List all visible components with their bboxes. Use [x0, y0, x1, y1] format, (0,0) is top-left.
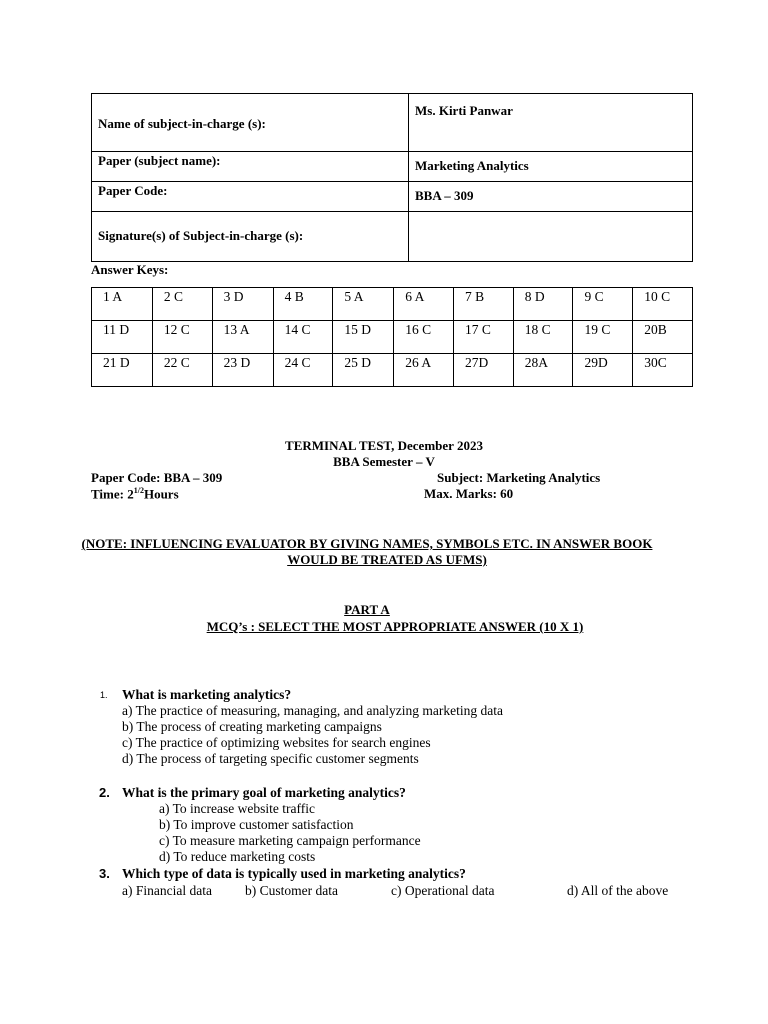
- option: c) Operational data: [391, 883, 495, 898]
- time-prefix: Time: 2: [91, 486, 134, 502]
- info-value: BBA – 309: [409, 182, 693, 212]
- answer-key-cell: 9 C: [573, 288, 633, 321]
- signature-field: [409, 212, 693, 262]
- answer-keys-table: [91, 287, 693, 387]
- info-row-signature: [92, 212, 693, 262]
- info-row-paper-name: [92, 152, 693, 182]
- test-title: TERMINAL TEST, December 2023: [285, 438, 483, 453]
- answer-key-cell: 4 B: [273, 288, 333, 321]
- answer-key-row: [92, 288, 693, 321]
- answer-key-row: [92, 354, 693, 387]
- answer-key-cell: 1 A: [92, 288, 153, 321]
- answer-key-cell: 14 C: [273, 321, 333, 354]
- answer-key-cell: 11 D: [92, 321, 153, 354]
- answer-key-cell: 8 D: [513, 288, 573, 321]
- option: a) To increase website traffic: [159, 801, 315, 816]
- info-label: Paper Code:: [92, 182, 409, 212]
- option: a) The practice of measuring, managing, and analyzing marketing data: [122, 703, 503, 718]
- answer-key-cell: 12 C: [152, 321, 212, 354]
- info-value: Marketing Analytics: [409, 152, 693, 182]
- note-line-2: WOULD BE TREATED AS UFMS): [287, 552, 487, 567]
- info-label: Signature(s) of Subject-in-charge (s):: [92, 212, 409, 262]
- note-line-1: (NOTE: INFLUENCING EVALUATOR BY GIVING NAMES, SYMBOLS ETC. IN ANSWER BOOK: [81, 536, 653, 551]
- answer-key-cell: 10 C: [633, 288, 693, 321]
- subject: Subject: Marketing Analytics: [437, 470, 601, 485]
- part-instruction: MCQ’s : SELECT THE MOST APPROPRIATE ANSWER (10 X 1): [206, 619, 584, 634]
- answer-key-cell: 28A: [513, 354, 573, 387]
- time: [91, 486, 179, 502]
- question-text: What is marketing analytics?: [122, 687, 292, 702]
- part-title: PART A: [344, 602, 390, 617]
- option: a) Financial data: [122, 883, 212, 898]
- semester: BBA Semester – V: [333, 454, 435, 469]
- answer-key-cell: 6 A: [394, 288, 454, 321]
- option: b) The process of creating marketing campaigns: [122, 719, 382, 734]
- answer-key-cell: 24 C: [273, 354, 333, 387]
- answer-key-cell: 30C: [633, 354, 693, 387]
- answer-key-cell: 18 C: [513, 321, 573, 354]
- info-row-paper-code: [92, 182, 693, 212]
- info-value: Ms. Kirti Panwar: [409, 94, 693, 152]
- answer-key-cell: 25 D: [333, 354, 394, 387]
- question-text: Which type of data is typically used in marketing analytics?: [122, 866, 466, 881]
- answer-key-cell: 19 C: [573, 321, 633, 354]
- max-marks: Max. Marks: 60: [424, 486, 514, 501]
- paper-code: Paper Code: BBA – 309: [91, 470, 223, 485]
- option: b) Customer data: [245, 883, 338, 898]
- option: c) To measure marketing campaign performance: [159, 833, 421, 848]
- answer-key-cell: 3 D: [212, 288, 273, 321]
- question-number: 3.: [99, 866, 110, 881]
- answer-key-row: [92, 321, 693, 354]
- answer-key-cell: 2 C: [152, 288, 212, 321]
- question-text: What is the primary goal of marketing analytics?: [122, 785, 406, 800]
- answer-key-cell: 22 C: [152, 354, 212, 387]
- info-label: Paper (subject name):: [92, 152, 409, 182]
- answer-key-cell: 5 A: [333, 288, 394, 321]
- question-number: 1.: [100, 690, 108, 700]
- answer-key-cell: 27D: [453, 354, 513, 387]
- option: d) The process of targeting specific customer segments: [122, 751, 419, 766]
- answer-key-cell: 16 C: [394, 321, 454, 354]
- answer-key-cell: 23 D: [212, 354, 273, 387]
- question-number: 2.: [99, 785, 110, 800]
- info-label: Name of subject-in-charge (s):: [92, 94, 409, 152]
- paper-info-table: [91, 93, 693, 262]
- option: c) The practice of optimizing websites for search engines: [122, 735, 431, 750]
- answer-keys-title: Answer Keys:: [91, 262, 169, 277]
- option: d) All of the above: [567, 883, 669, 898]
- answer-key-cell: 17 C: [453, 321, 513, 354]
- answer-key-cell: 7 B: [453, 288, 513, 321]
- time-suffix: Hours: [143, 486, 179, 502]
- answer-key-cell: 29D: [573, 354, 633, 387]
- option: d) To reduce marketing costs: [159, 849, 316, 864]
- answer-key-cell: 13 A: [212, 321, 273, 354]
- option: b) To improve customer satisfaction: [159, 817, 354, 832]
- answer-key-cell: 20B: [633, 321, 693, 354]
- time-fraction: 1/2: [133, 486, 144, 495]
- answer-key-cell: 15 D: [333, 321, 394, 354]
- info-row-subject-in-charge: [92, 94, 693, 152]
- answer-key-cell: 21 D: [92, 354, 153, 387]
- answer-key-cell: 26 A: [394, 354, 454, 387]
